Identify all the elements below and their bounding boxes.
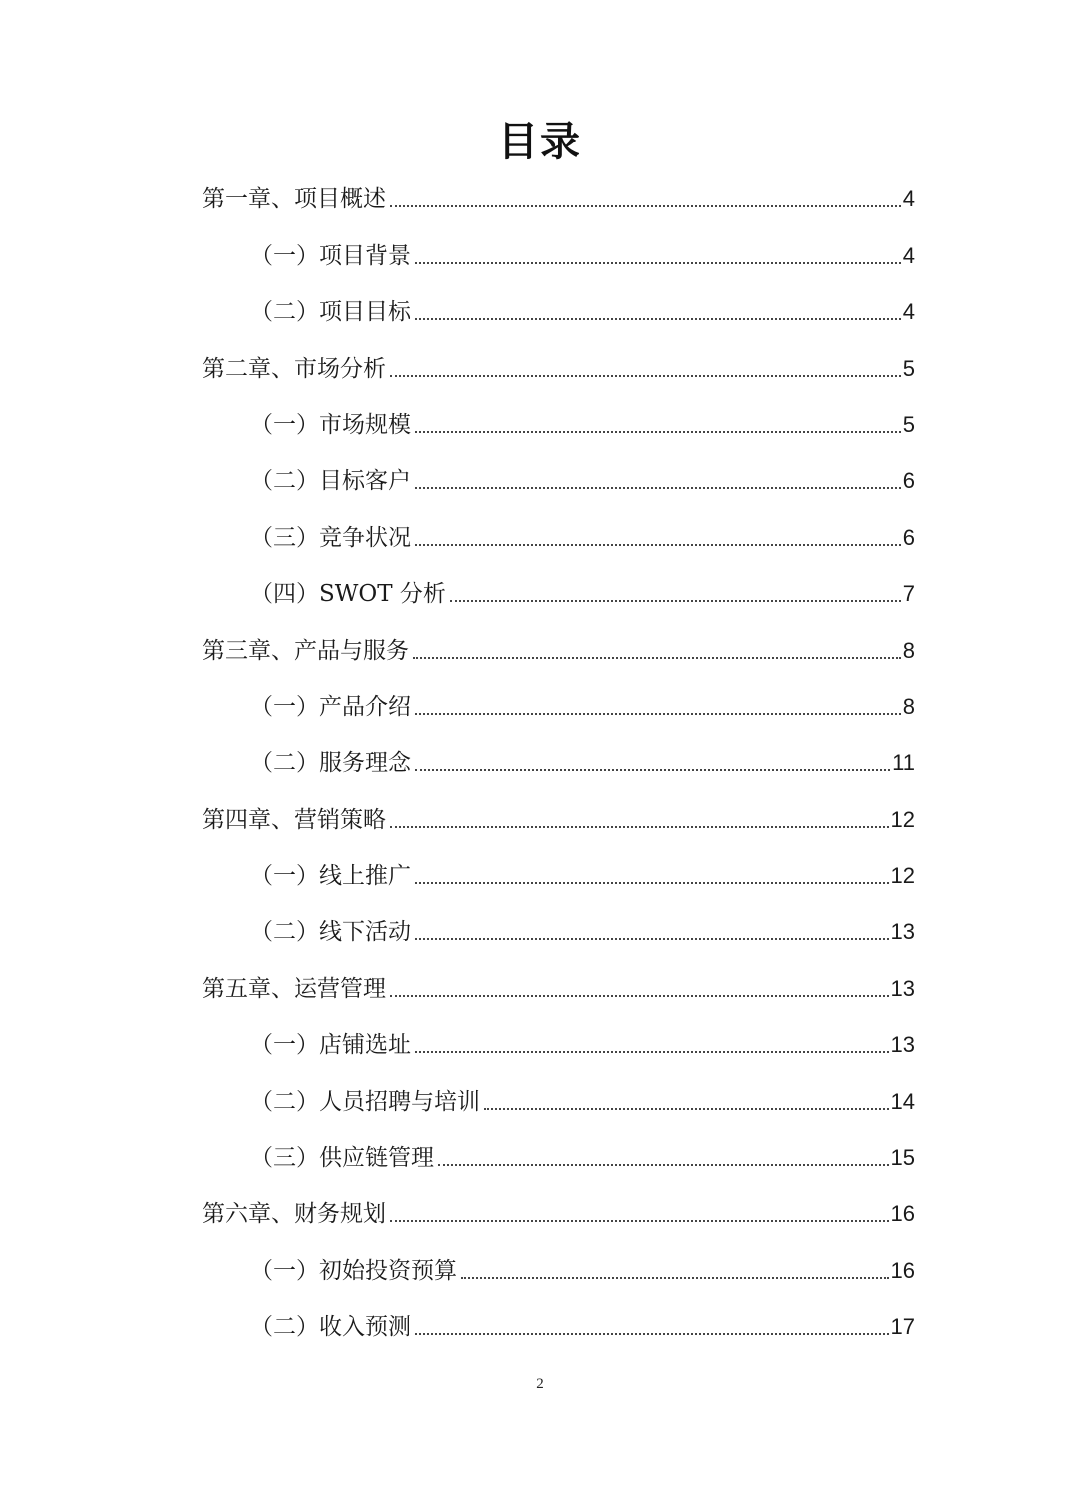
- toc-dot-leader: [390, 995, 889, 997]
- toc-dot-leader: [390, 375, 901, 377]
- toc-entry[interactable]: [202, 171, 915, 227]
- toc-entry-label: （一）产品介绍: [250, 693, 411, 720]
- toc-entry-page: 16: [890, 1201, 915, 1227]
- toc-dot-leader: [390, 1220, 889, 1222]
- toc-entry[interactable]: [202, 960, 915, 1016]
- toc-entry-label: 第二章、市场分析: [202, 355, 386, 382]
- toc-entry-page: 4: [902, 299, 915, 325]
- toc-dot-leader: [415, 713, 901, 715]
- toc-entry-page: 8: [902, 637, 915, 663]
- toc-dot-leader: [390, 826, 889, 828]
- toc-dot-leader: [415, 1051, 889, 1053]
- toc-entry-label: （一）线上推广: [250, 863, 411, 890]
- toc-entry-page: 4: [902, 186, 915, 212]
- toc-entry-label: 第四章、营销策略: [202, 806, 386, 833]
- toc-dot-leader: [415, 431, 901, 433]
- toc-entry-label: （一）初始投资预算: [250, 1257, 457, 1284]
- toc-entry-page: 12: [890, 806, 915, 832]
- toc-dot-leader: [415, 487, 901, 489]
- toc-entry[interactable]: [202, 1073, 915, 1129]
- toc-entry[interactable]: [202, 453, 915, 509]
- toc-entry[interactable]: [202, 397, 915, 453]
- table-of-contents: [202, 171, 915, 1355]
- toc-entry-label: （一）店铺选址: [250, 1032, 411, 1059]
- toc-dot-leader: [415, 769, 890, 771]
- toc-entry[interactable]: [202, 1186, 915, 1242]
- toc-entry-label: （一）项目背景: [250, 242, 411, 269]
- toc-entry-label: 第五章、运营管理: [202, 975, 386, 1002]
- toc-dot-leader: [415, 1333, 889, 1335]
- toc-entry-page: 5: [902, 355, 915, 381]
- toc-entry-label: （二）目标客户: [250, 468, 411, 495]
- toc-entry[interactable]: [202, 848, 915, 904]
- toc-entry[interactable]: [202, 622, 915, 678]
- toc-entry-page: 12: [890, 863, 915, 889]
- toc-entry[interactable]: [202, 566, 915, 622]
- toc-dot-leader: [450, 600, 901, 602]
- toc-entry-page: 6: [902, 468, 915, 494]
- toc-entry[interactable]: [202, 284, 915, 340]
- toc-entry[interactable]: [202, 1130, 915, 1186]
- toc-entry[interactable]: [202, 791, 915, 847]
- toc-entry-label: （四）SWOT 分析: [250, 581, 446, 608]
- toc-entry[interactable]: [202, 509, 915, 565]
- toc-entry-label: 第六章、财务规划: [202, 1201, 386, 1228]
- toc-entry[interactable]: [202, 340, 915, 396]
- page-title: 目录: [498, 119, 582, 165]
- toc-entry-page: 13: [890, 919, 915, 945]
- toc-entry-page: 15: [890, 1145, 915, 1171]
- toc-entry-page: 17: [890, 1314, 915, 1340]
- toc-dot-leader: [484, 1108, 889, 1110]
- toc-dot-leader: [438, 1164, 889, 1166]
- toc-dot-leader: [415, 544, 901, 546]
- toc-entry-label: 第三章、产品与服务: [202, 637, 409, 664]
- toc-entry-label: 第一章、项目概述: [202, 186, 386, 213]
- toc-dot-leader: [415, 318, 901, 320]
- toc-entry-label: （二）收入预测: [250, 1314, 411, 1341]
- toc-entry[interactable]: [202, 1242, 915, 1298]
- toc-entry[interactable]: [202, 735, 915, 791]
- toc-entry-page: 6: [902, 524, 915, 550]
- toc-dot-leader: [415, 882, 889, 884]
- page-number: 2: [536, 1376, 544, 1392]
- toc-entry-page: 16: [890, 1257, 915, 1283]
- toc-entry-label: （三）供应链管理: [250, 1145, 434, 1172]
- toc-entry-label: （二）线下活动: [250, 919, 411, 946]
- toc-dot-leader: [390, 205, 901, 207]
- toc-entry-label: （一）市场规模: [250, 411, 411, 438]
- toc-entry-label: （三）竞争状况: [250, 524, 411, 551]
- toc-entry-page: 5: [902, 411, 915, 437]
- toc-entry[interactable]: [202, 679, 915, 735]
- toc-dot-leader: [413, 657, 901, 659]
- toc-entry[interactable]: [202, 1017, 915, 1073]
- toc-dot-leader: [415, 262, 901, 264]
- toc-entry-label: （二）项目目标: [250, 299, 411, 326]
- toc-entry-label: （二）服务理念: [250, 750, 411, 777]
- toc-entry[interactable]: [202, 227, 915, 283]
- toc-entry-page: 11: [892, 750, 915, 776]
- toc-dot-leader: [415, 938, 889, 940]
- toc-entry-page: 13: [890, 1032, 915, 1058]
- toc-entry-page: 4: [902, 242, 915, 268]
- toc-entry-page: 7: [902, 581, 915, 607]
- toc-dot-leader: [461, 1277, 889, 1279]
- toc-entry[interactable]: [202, 1299, 915, 1355]
- toc-entry-label: （二）人员招聘与培训: [250, 1088, 480, 1115]
- toc-entry-page: 14: [890, 1088, 915, 1114]
- toc-entry[interactable]: [202, 904, 915, 960]
- toc-entry-page: 8: [902, 693, 915, 719]
- toc-entry-page: 13: [890, 975, 915, 1001]
